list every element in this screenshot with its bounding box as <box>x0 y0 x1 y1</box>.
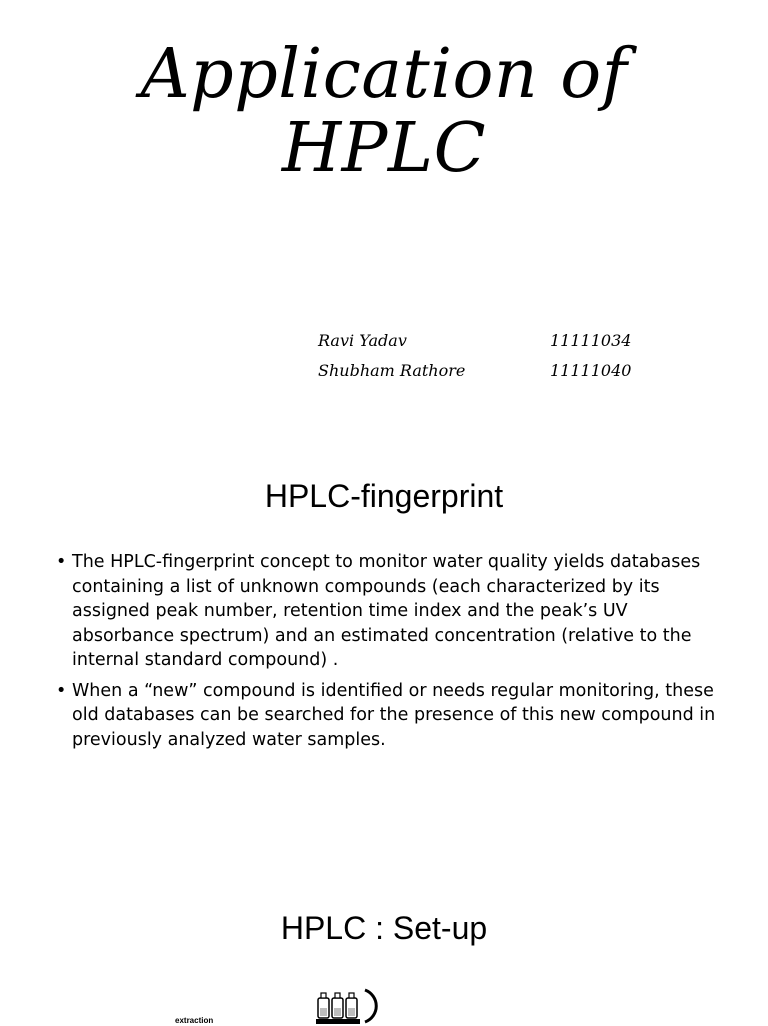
author-list <box>318 326 631 386</box>
fingerprint-bullet-list <box>56 550 716 758</box>
slide-title-line-2: HPLC <box>281 109 487 188</box>
author-row <box>318 326 631 356</box>
slide-title <box>0 35 768 188</box>
bullet-item: • When a “new” compound is identified or needs regular monitoring, these old databases can be searched for the presence of this new compound in previously analyzed water samples. <box>56 679 716 753</box>
author-row <box>318 356 631 386</box>
author-id: 11111040 <box>550 361 632 380</box>
bullet-item: • The HPLC-fingerprint concept to monitor water quality yields databases containing a list of unknown compounds (each characterized by its assigned peak number, retention time index and the peak’s UV absorbance spectrum) and an estimated concentration (relative to the internal standard compound) . <box>56 550 716 673</box>
author-name: Shubham Rathore <box>318 361 466 380</box>
author-name: Ravi Yadav <box>318 331 407 350</box>
author-id: 11111034 <box>550 331 632 350</box>
section-heading-fingerprint: HPLC-fingerprint <box>264 478 504 514</box>
setup-diagram <box>170 984 400 1024</box>
extraction-label: extraction <box>175 1016 214 1025</box>
solvent-bottles-icon <box>315 984 387 1024</box>
slide-title-line-1: Application of <box>140 35 628 114</box>
section-heading-setup: HPLC : Set-up <box>280 910 488 946</box>
